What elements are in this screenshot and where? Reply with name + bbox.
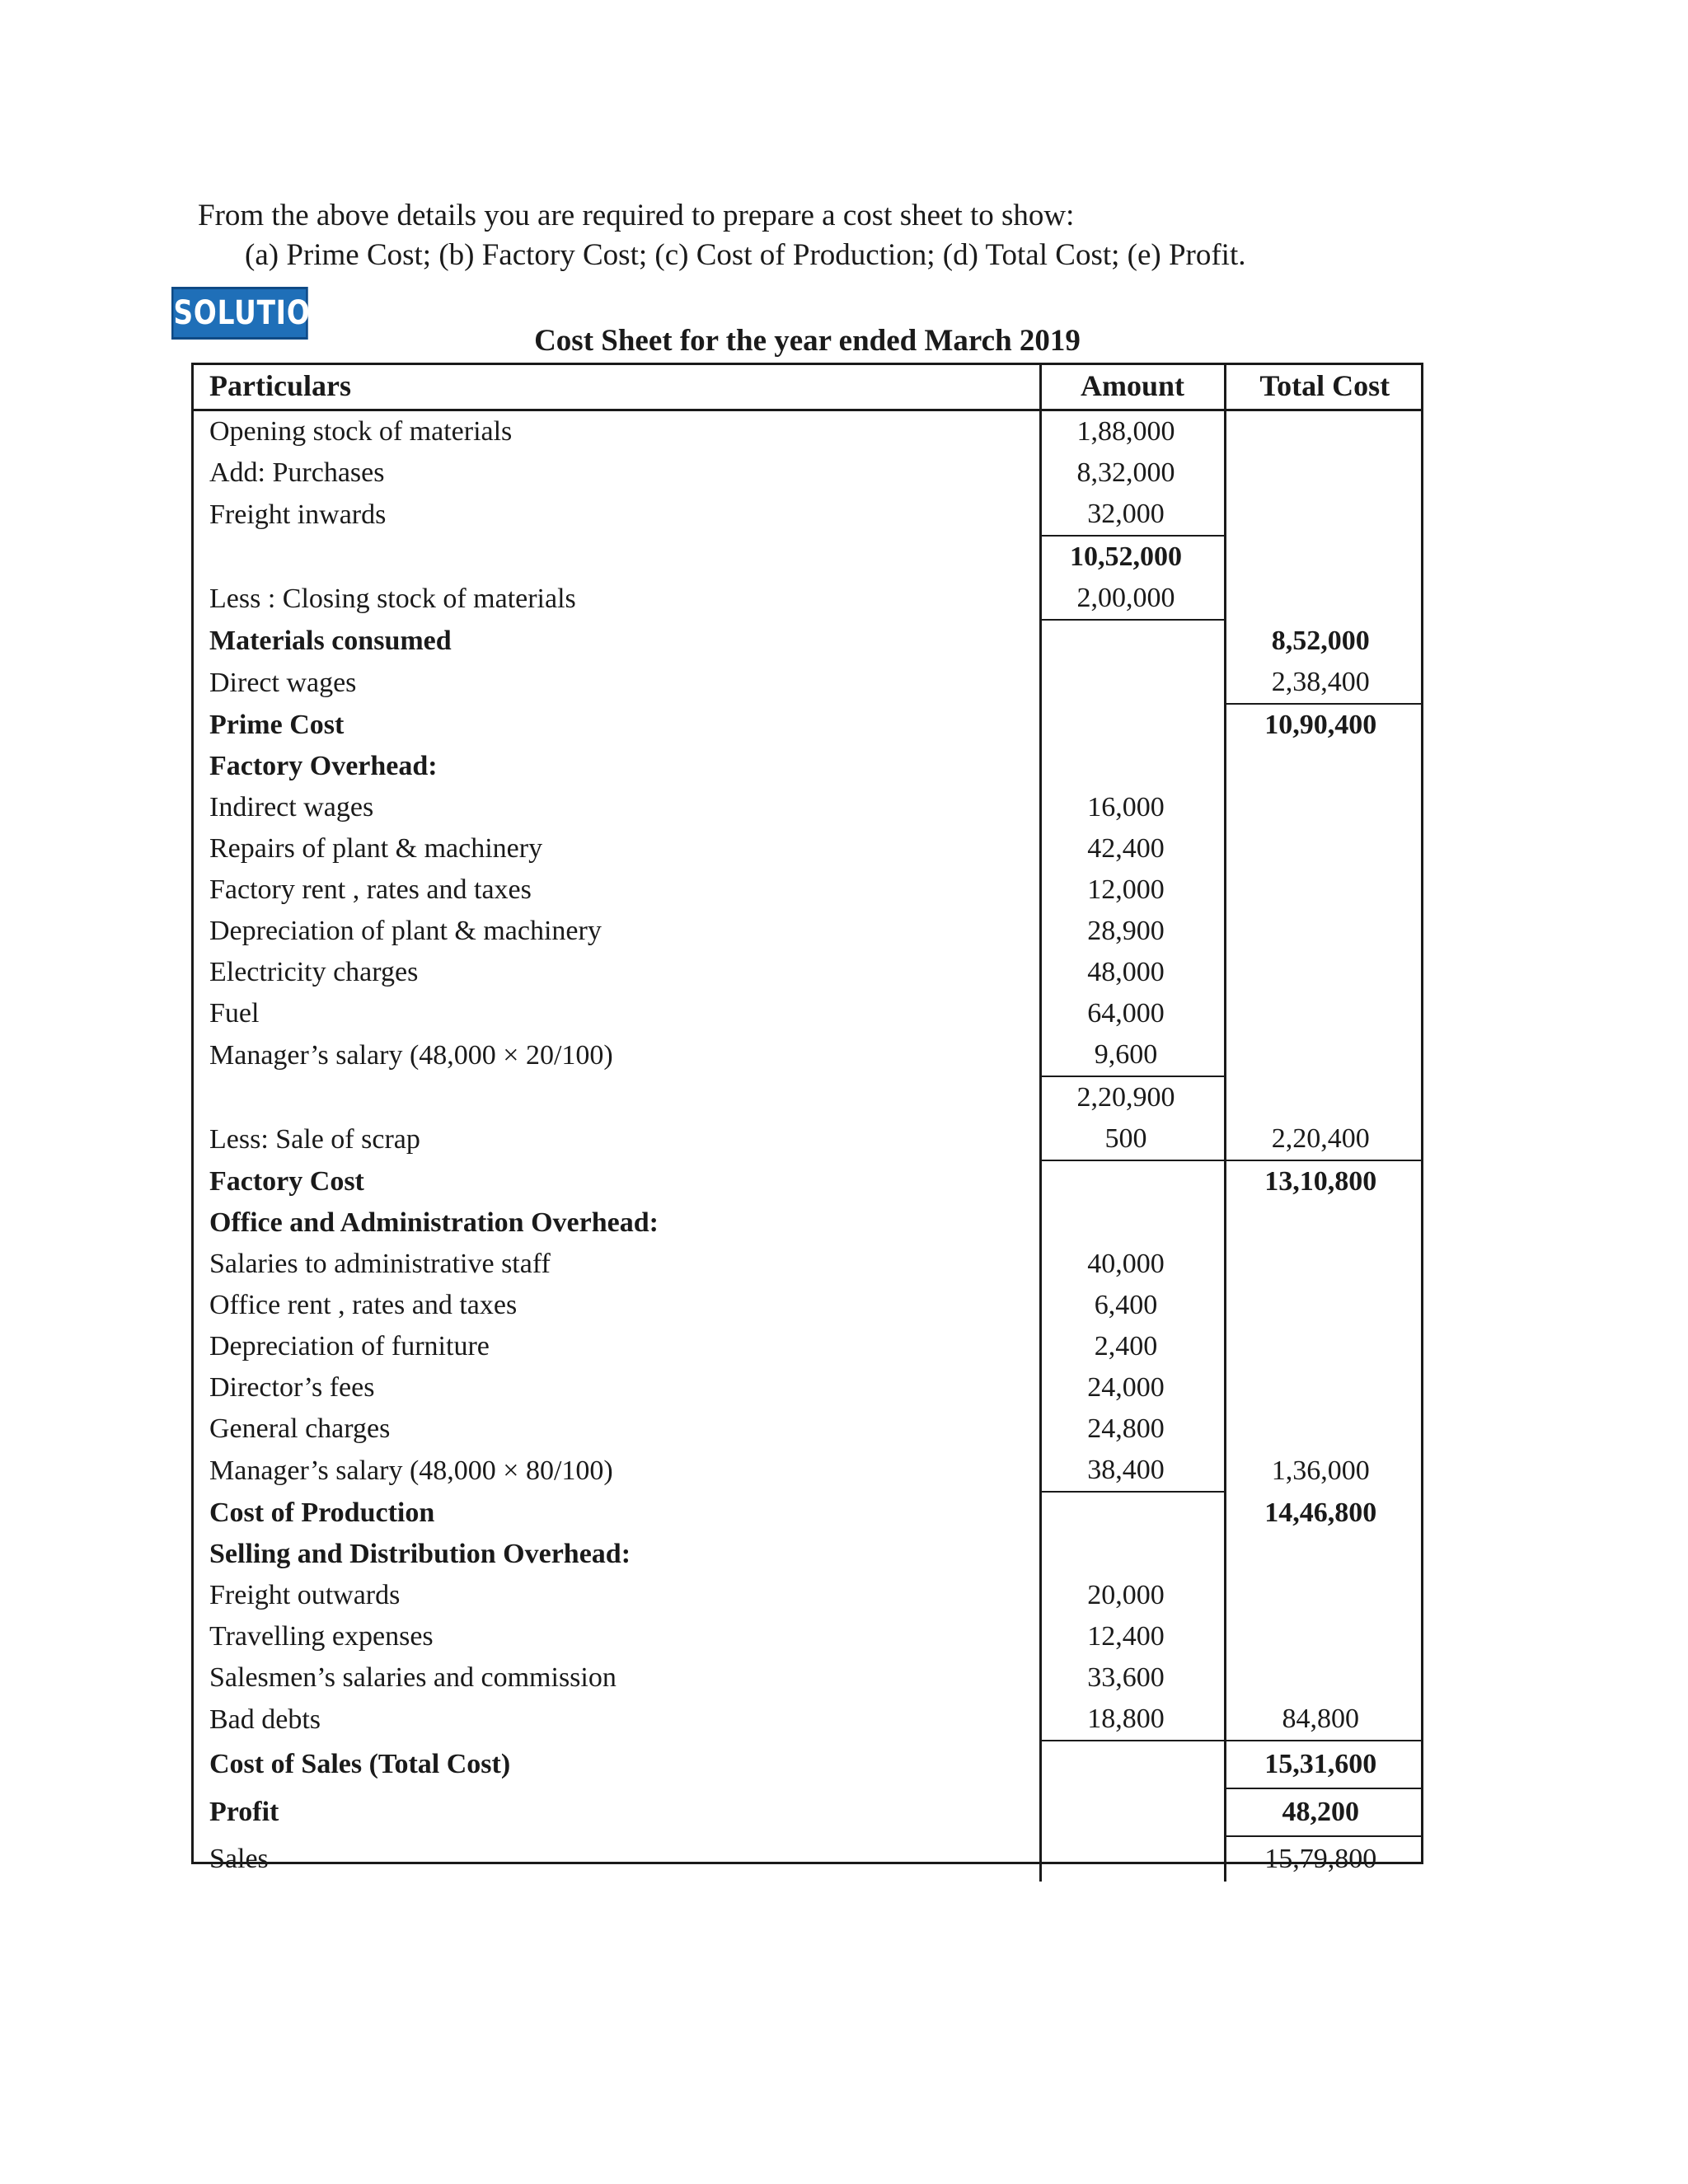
cell-total-cost: [1225, 869, 1423, 911]
cell-particulars: Cost of Sales (Total Cost): [209, 1749, 511, 1779]
table-row: [191, 993, 1423, 1034]
cost-sheet-title: Cost Sheet for the year ended March 2019: [534, 324, 1081, 358]
table-row: [191, 787, 1423, 828]
cell-total-cost: [1225, 911, 1423, 952]
cell-total-cost: [1225, 1657, 1423, 1699]
cell-particulars: Electricity charges: [209, 957, 419, 987]
cell-total-cost: [1225, 993, 1423, 1034]
cell-particulars: Repairs of plant & machinery: [209, 833, 543, 864]
cell-amount: 33,600: [1040, 1657, 1225, 1699]
cell-total-cost: [1225, 452, 1423, 494]
header-total-cost: Total Cost: [1225, 363, 1423, 410]
cell-amount: [1040, 704, 1225, 746]
cell-particulars: Profit: [209, 1797, 279, 1827]
cell-particulars: Opening stock of materials: [209, 416, 513, 447]
cell-total-cost: [1225, 1244, 1423, 1285]
table-row: [191, 869, 1423, 911]
cell-particulars: Office and Administration Overhead:: [209, 1207, 659, 1238]
cell-amount: 38,400: [1040, 1450, 1225, 1492]
cell-particulars: Add: Purchases: [209, 457, 385, 488]
cell-amount: 28,900: [1040, 911, 1225, 952]
cell-amount: 2,20,900: [1040, 1076, 1225, 1118]
cell-particulars: Freight outwards: [209, 1580, 401, 1610]
table-row: [191, 1788, 1423, 1836]
cell-total-cost: [1225, 1534, 1423, 1575]
instructions: [198, 196, 1246, 275]
cell-amount: [1040, 1836, 1225, 1882]
instructions-line-2: (a) Prime Cost; (b) Factory Cost; (c) Cost of Production; (d) Total Cost; (e) Profit.: [245, 238, 1246, 272]
cell-particulars: Travelling expenses: [209, 1621, 434, 1652]
cell-total-cost: [1225, 1076, 1423, 1118]
cell-amount: [1040, 662, 1225, 704]
cell-total-cost: 2,20,400: [1225, 1118, 1423, 1160]
table-row: [191, 1741, 1423, 1788]
cell-total-cost: [1225, 1202, 1423, 1244]
table-row: [191, 1285, 1423, 1326]
table-row: [191, 578, 1423, 620]
cell-particulars: Factory rent , rates and taxes: [209, 874, 532, 905]
cell-amount: [1040, 1492, 1225, 1534]
cell-amount: [1040, 1534, 1225, 1575]
cell-total-cost: 1,36,000: [1271, 1455, 1370, 1486]
cell-amount: 24,800: [1040, 1408, 1225, 1450]
table-row: [191, 1160, 1423, 1202]
cell-particulars: Office rent , rates and taxes: [209, 1290, 518, 1320]
cell-total-cost: [1225, 1575, 1423, 1616]
cell-total-cost: [1225, 494, 1423, 536]
cell-particulars: Selling and Distribution Overhead:: [209, 1539, 631, 1569]
cell-total-cost: [1225, 410, 1423, 453]
cell-particulars: Prime Cost: [209, 709, 345, 740]
cell-particulars: Manager’s salary (48,000 × 20/100): [209, 1039, 613, 1071]
cell-amount: 64,000: [1040, 993, 1225, 1034]
cell-particulars: Factory Cost: [209, 1165, 364, 1197]
table-row: [191, 1118, 1423, 1160]
cell-total-cost: 15,79,800: [1264, 1844, 1377, 1874]
cell-total-cost: 8,52,000: [1271, 625, 1370, 656]
cell-amount: [1040, 1160, 1225, 1202]
table-row: [191, 1836, 1423, 1882]
table-row: [191, 494, 1423, 536]
cell-particulars: [191, 1076, 1040, 1118]
cell-particulars: Manager’s salary (48,000 × 80/100): [209, 1455, 613, 1486]
table-row: [191, 452, 1423, 494]
header-particulars: Particulars: [191, 363, 1040, 410]
cell-amount: 20,000: [1040, 1575, 1225, 1616]
cell-particulars: Factory Overhead:: [209, 751, 438, 781]
cell-amount: 24,000: [1040, 1367, 1225, 1408]
table-row: [191, 911, 1423, 952]
cell-particulars: Less : Closing stock of materials: [209, 583, 576, 614]
cell-total-cost: 15,31,600: [1225, 1741, 1423, 1788]
cell-amount: 9,600: [1040, 1034, 1225, 1076]
table-row: [191, 1244, 1423, 1285]
cell-particulars: Salaries to administrative staff: [209, 1249, 551, 1279]
cell-total-cost: 2,38,400: [1225, 662, 1423, 704]
table-row: [191, 1492, 1423, 1534]
table-row: [191, 1657, 1423, 1699]
cell-total-cost: [1225, 1326, 1423, 1367]
cell-total-cost: [1225, 1616, 1423, 1657]
table-row: [191, 1450, 1423, 1492]
cell-total-cost: [1225, 1408, 1423, 1450]
cell-amount: [1040, 746, 1225, 787]
cell-particulars: Depreciation of plant & machinery: [209, 916, 602, 946]
cell-amount: 16,000: [1040, 787, 1225, 828]
table-row: [191, 1202, 1423, 1244]
cell-particulars: Indirect wages: [209, 792, 374, 823]
cell-total-cost: [1225, 828, 1423, 869]
cost-sheet-table: [191, 363, 1423, 1882]
table-row: [191, 1076, 1423, 1118]
cell-particulars: Less: Sale of scrap: [209, 1123, 420, 1155]
cell-total-cost: [1225, 536, 1423, 578]
table-row: [191, 1699, 1423, 1741]
cell-amount: 40,000: [1040, 1244, 1225, 1285]
cell-amount: 1,88,000: [1040, 410, 1225, 453]
cell-particulars: Bad debts: [209, 1704, 321, 1735]
table-row: [191, 1534, 1423, 1575]
cell-amount: [1040, 1788, 1225, 1836]
table-row: [191, 620, 1423, 662]
cell-total-cost: [1225, 746, 1423, 787]
cell-amount: 42,400: [1040, 828, 1225, 869]
table-header-row: [191, 363, 1423, 410]
table-row: [191, 1034, 1423, 1076]
cell-amount: 32,000: [1040, 494, 1225, 536]
cell-amount: 12,400: [1040, 1616, 1225, 1657]
cell-amount: 8,32,000: [1040, 452, 1225, 494]
cell-total-cost: [1225, 1034, 1423, 1076]
table-row: [191, 410, 1423, 453]
cell-amount: 6,400: [1040, 1285, 1225, 1326]
table-row: [191, 1575, 1423, 1616]
cell-particulars: [191, 536, 1040, 578]
table-row: [191, 1326, 1423, 1367]
cell-total-cost: 84,800: [1225, 1699, 1423, 1741]
cell-particulars: Fuel: [209, 998, 260, 1029]
table-row: [191, 1408, 1423, 1450]
table-row: [191, 1616, 1423, 1657]
cell-total-cost: 48,200: [1225, 1788, 1423, 1836]
cell-total-cost: 10,90,400: [1264, 710, 1377, 740]
cell-amount: 12,000: [1040, 869, 1225, 911]
cell-amount: 2,400: [1040, 1326, 1225, 1367]
cell-total-cost: [1225, 952, 1423, 993]
cell-amount: [1040, 1741, 1225, 1788]
cell-total-cost: 14,46,800: [1264, 1497, 1377, 1528]
cell-particulars: Freight inwards: [209, 499, 387, 530]
cell-amount: 10,52,000: [1040, 536, 1225, 578]
table-row: [191, 704, 1423, 746]
cell-total-cost: 13,10,800: [1264, 1166, 1377, 1197]
cell-particulars: Cost of Production: [209, 1497, 435, 1528]
cell-particulars: General charges: [209, 1413, 391, 1444]
cell-amount: [1040, 1202, 1225, 1244]
cell-total-cost: [1225, 787, 1423, 828]
cell-total-cost: [1225, 578, 1423, 620]
instructions-line-1: From the above details you are required to prepare a cost sheet to show:: [198, 199, 1075, 232]
solution-badge: SOLUTION: [171, 287, 308, 340]
header-amount: Amount: [1040, 363, 1225, 410]
table-row: [191, 746, 1423, 787]
cell-particulars: Director’s fees: [209, 1372, 375, 1403]
cell-total-cost: [1225, 1367, 1423, 1408]
table-row: [191, 1367, 1423, 1408]
cell-particulars: Materials consumed: [209, 625, 452, 656]
cell-total-cost: [1225, 1285, 1423, 1326]
table-row: [191, 828, 1423, 869]
cell-amount: 2,00,000: [1040, 578, 1225, 620]
cell-particulars: Sales: [209, 1843, 269, 1874]
table-row: [191, 536, 1423, 578]
cell-particulars: Depreciation of furniture: [209, 1331, 490, 1361]
cell-particulars: Direct wages: [209, 667, 357, 698]
cell-amount: 500: [1040, 1118, 1225, 1160]
cell-amount: 18,800: [1040, 1699, 1225, 1741]
cell-amount: [1040, 620, 1225, 662]
table-row: [191, 662, 1423, 704]
table-row: [191, 952, 1423, 993]
cell-particulars: Salesmen’s salaries and commission: [209, 1662, 617, 1693]
cell-amount: 48,000: [1040, 952, 1225, 993]
